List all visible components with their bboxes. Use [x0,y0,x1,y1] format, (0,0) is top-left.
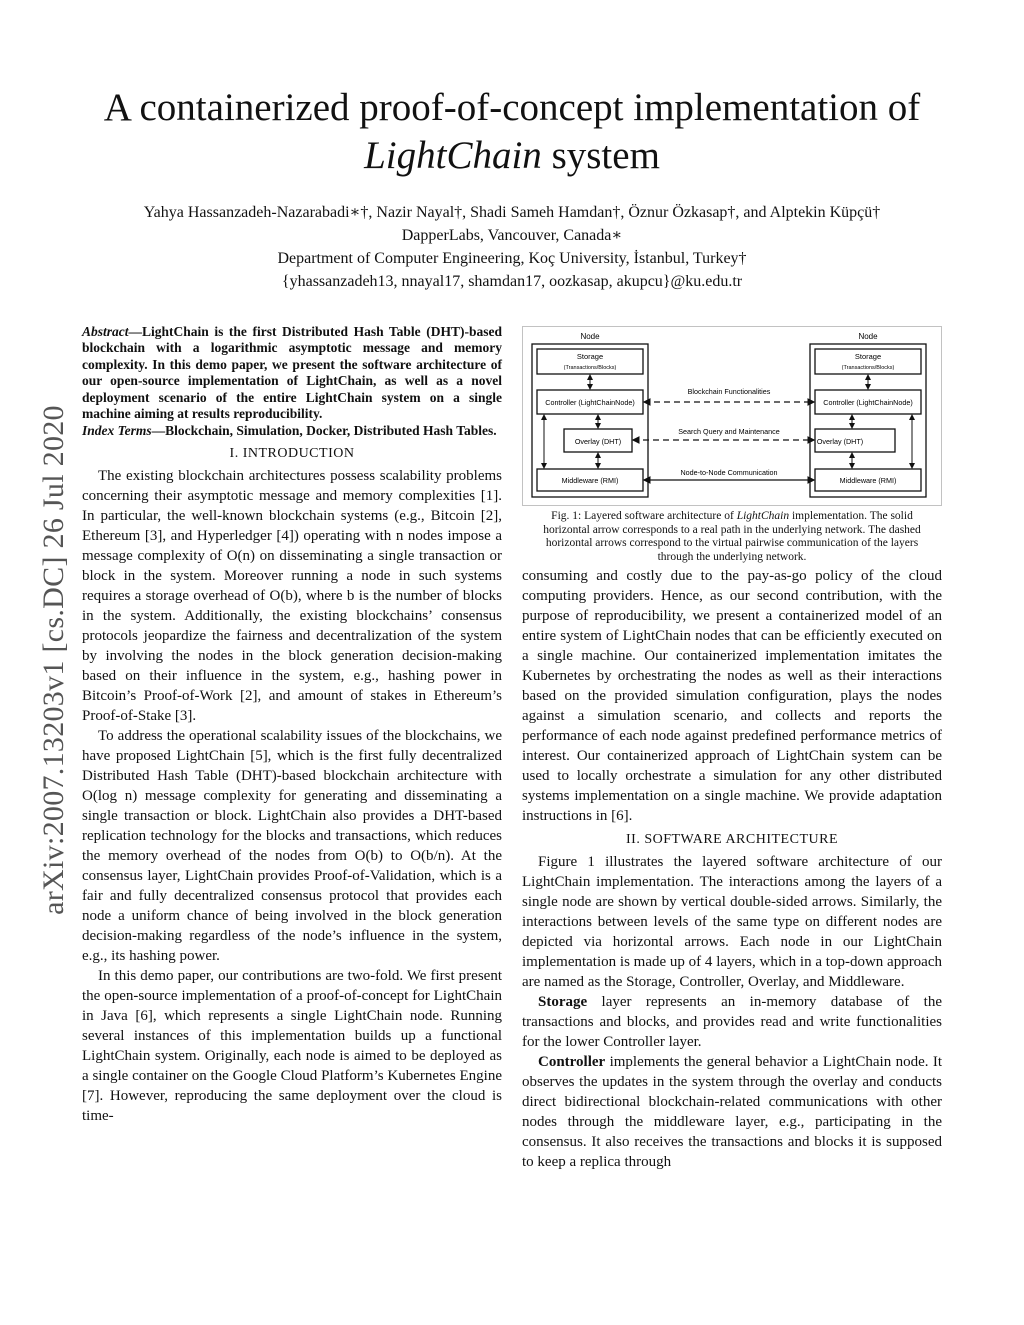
arxiv-identifier: arXiv:2007.13203v1 [cs.DC] 26 Jul 2020 [37,405,70,915]
svg-text:Storage: Storage [576,352,604,361]
svg-text:Middleware (RMI): Middleware (RMI) [561,476,619,485]
svg-text:Middleware (RMI): Middleware (RMI) [839,476,897,485]
figure-caption: Fig. 1: Layered software architecture of LightChain implementation. The solid horizontal arrow corresponds to a real path in the underlying network. The dashed horizontal arrows correspond to the virtual pairwise communication of the layers through the underlying network. [543,510,921,563]
paragraph: consuming and costly due to the pay-as-go policy of the cloud computing providers. Hence, as our second contribution, with the purpose of reproducibility, we present a containerized model of an entire system of LightChain nodes that can be efficiently executed on a single machine. Our containerized implementation imitates the Kubernetes by orchestrating the nodes as well as their interactions based on the provided simulation configuration, plays the nodes against a simulation scenario, and collects and reports the performance of each node against predefined performance metrics of interest. Our containerized approach of LightChain system can be used to locally orchestrate a simulation for any other distributed systems implementation on a single machine. We provide adaptation instructions in [6]. [522,568,942,824]
svg-text:Overlay (DHT): Overlay (DHT) [574,437,622,446]
fig-node-left: Node [580,332,600,341]
svg-text:Storage: Storage [854,352,882,361]
left-column [82,324,502,1126]
index-terms: Index Terms—Blockchain, Simulation, Docker, Distributed Hash Tables. [82,423,497,439]
fig-arrow-label-1: Blockchain Functionalities [687,387,771,396]
fig-node-right: Node [858,332,878,341]
affiliation-1: DapperLabs, Vancouver, Canada∗ [401,227,623,244]
paragraph: Figure 1 illustrates the layered software architecture of our LightChain implementation. The interactions among the layers of a single node are shown by vertical double-sided arrows. Similarly, the interactions between levels of the same type on different nodes are depicted via horizontal arrows. Each node in our LightChain implementation is made up of 4 layers, which in a top-down approach are named as the Storage, Controller, Overlay, and Middleware. [522,854,942,990]
paragraph: Storage layer represents an in-memory database of the transactions and blocks, and provides read and write functionalities for the lower Controller layer. [522,994,942,1050]
svg-text:Controller (LightChainNode): Controller (LightChainNode) [545,398,635,407]
affiliation-2: Department of Computer Engineering, Koç University, İstanbul, Turkey† [277,250,747,267]
svg-text:Controller (LightChainNode): Controller (LightChainNode) [823,398,913,407]
fig-arrow-label-3: Node-to-Node Communication [680,468,778,477]
abstract: Abstract—LightChain is the first Distributed Hash Table (DHT)-based blockchain with a logarithmic asymptotic message and memory complexity. In this demo paper, we present the software architecture of our open-source implementation of LightChain, as well as a novel deployment scenario of the entire LightChain system on a single machine aiming at results reproducibility. [82,324,502,422]
svg-text:(Transactions/Blocks): (Transactions/Blocks) [563,365,617,371]
svg-text:Overlay (DHT): Overlay (DHT) [816,437,864,446]
author-names: Yahya Hassanzadeh-Nazarabadi∗†, Nazir Nayal†, Shadi Sameh Hamdan†, Öznur Özkasap†, and Alptekin Küpçü† [143,204,881,221]
section-heading-introduction: I. INTRODUCTION [229,445,355,461]
figure-1-architecture [522,326,942,506]
section-heading-architecture: II. SOFTWARE ARCHITECTURE [626,832,838,847]
author-emails: {yhassanzadeh13, nnayal17, shamdan17, oozkasap, akupcu}@ku.edu.tr [281,273,743,290]
paragraph: In this demo paper, our contributions are two-fold. We first present the open-source implementation of a proof-of-concept for LightChain in Java [6], which represents a single LightChain node. Running several instances of this implementation builds up a functional LightChain system. Originally, each node is aimed to be deployed as a single container on the Google Cloud Platform’s Kubernetes Engine [7]. However, reproducing the same deployment over the cloud is time- [82,967,502,1124]
right-column [522,566,942,1172]
paragraph: The existing blockchain architectures possess scalability problems concerning their asymptotic message and memory complexities [1]. In particular, the well-known blockchain systems (e.g., Bitcoin [2], Ethereum [3], and Hyperledger [4]) operating with n nodes impose a message complexity of O(n) on disseminating a single transaction or block in the system. Moreover running a node in such systems requires a storage overhead of O(b), where b is the number of blocks in the system. Additionally, the existing blockchains’ consensus protocols jeopardize the fairness and decentralization of the system by involving the nodes in the block generation decision-making based on their influence in the system, e.g., hashing power in Bitcoin’s Proof-of-Work [2], and amount of stakes in Ethereum’s Proof-of-Stake [3]. [82,467,502,724]
paper-title: A containerized proof-of-concept implementation of LightChain system [103,86,921,177]
fig-arrow-label-2: Search Query and Maintenance [678,427,780,436]
paragraph: Controller implements the general behavior a LightChain node. It observes the updates in the system through the overlay and conducts direct bidirectional blockchain-related communications with other nodes through the middleware layer, e.g., participating in the consensus. It also receives the transactions and blocks it is supposed to keep a replica through [522,1054,942,1170]
paragraph: To address the operational scalability issues of the blockchains, we have proposed LightChain [5], which is the first fully decentralized Distributed Hash Table (DHT)-based blockchain architecture with O(log n) message complexity for generating and disseminating a single transaction or block. LightChain also provides a DHT-based replication technology for the blocks and transactions, which reduces the memory overhead of the nodes from O(b) to O(b/n). At the consensus layer, LightChain provides Proof-of-Validation, which is a fair and fully decentralized consensus protocol that provides each node a uniform chance of being involved in the block generation decision-making regardless of the node’s influence in the system, e.g., its hashing power. [82,727,502,964]
author-block [60,201,964,293]
svg-text:(Transactions/Blocks): (Transactions/Blocks) [841,365,895,371]
